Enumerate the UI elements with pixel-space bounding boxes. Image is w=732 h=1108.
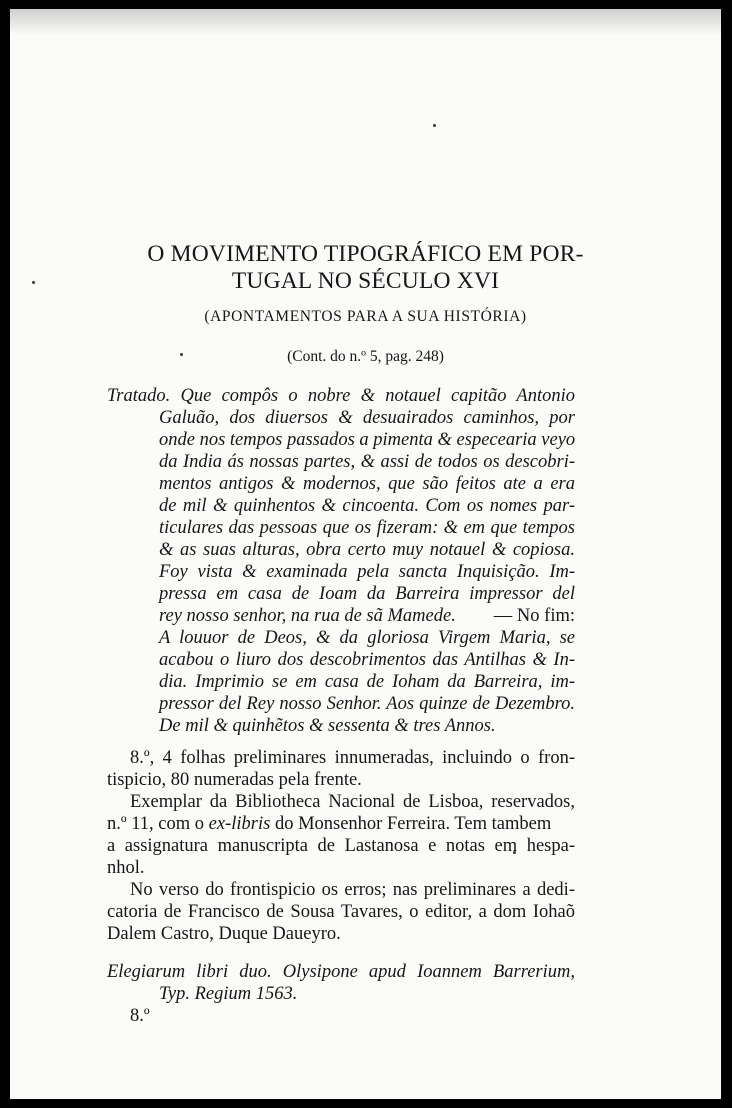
entry1-line: da India ás nossas partes, & assi de todos os descobri-: [159, 452, 575, 472]
note-line: nhol.: [107, 858, 145, 878]
note-line: No verso do frontispicio os erros; nas preliminares a dedi-: [130, 880, 575, 900]
note-text: do Monsenhor Ferreira. Tem tambem: [270, 814, 552, 834]
scan-speck: [433, 124, 436, 127]
entry1-line: dia. Imprimio se em casa de Ioham da Barreira, im-: [159, 672, 575, 692]
note-line-with-exlibris: [107, 813, 575, 835]
scan-shadow: [10, 9, 721, 35]
document-page: [10, 9, 721, 1099]
entry1-line: mentos antigos & modernos, que são feitos ate a era: [159, 474, 575, 494]
entry1-line: de mil & quinhentos & cincoenta. Com os nomes par-: [159, 496, 575, 516]
note-line: a assignatura manuscripta de Lastanosa e notas em hespa-: [107, 836, 575, 856]
entry1-line: Foy vista & examinada pela sancta Inquisição. Im-: [159, 562, 575, 582]
note-line: catoria de Francisco de Sousa Tavares, o editor, a dom Iohaõ: [107, 902, 575, 922]
no-fim-marker: — No fim:: [493, 606, 575, 626]
entry1-line: pressor del Rey nosso Senhor. Aos quinze de Dezembro.: [159, 694, 575, 714]
entry1-line: acabou o liuro dos descobrimentos das Antilhas & In-: [159, 650, 575, 670]
note-line: Dalem Castro, Duque Daueyro.: [107, 924, 341, 944]
entry1-line: Tratado. Que compôs o nobre & notauel capitão Antonio: [107, 386, 575, 406]
entry1-line: ticulares das pessoas que os fizeram: & em que tempos: [159, 518, 575, 538]
entry1-line-with-colophon: [159, 605, 575, 627]
continuation-note: (Cont. do n.º 5, pag. 248): [287, 348, 444, 365]
entry2-format: 8.º: [130, 1006, 150, 1026]
note-text: n.º 11, com o: [107, 814, 209, 834]
note-line: tispicio, 80 numeradas pela frente.: [107, 770, 362, 790]
entry1-line: & as suas alturas, obra certo muy notauel & copiosa.: [159, 540, 575, 560]
note-line: 8.º, 4 folhas preliminares innumeradas, incluindo o fron-: [130, 748, 575, 768]
article-title-line-1: O MOVIMENTO TIPOGRÁFICO EM POR-: [147, 241, 584, 267]
entry1-line: pressa em casa de Ioam da Barreira impressor del: [159, 584, 575, 604]
entry1-line-text: rey nosso senhor, na rua de sã Mamede.: [159, 606, 456, 626]
article-title-line-2: TUGAL NO SÉCULO XVI: [231, 268, 500, 294]
note-line: Exemplar da Bibliotheca Nacional de Lisboa, reservados,: [130, 792, 575, 812]
entry1-line: De mil & quinhẽtos & sessenta & tres Annos.: [159, 716, 496, 736]
entry2-imprint-line: Typ. Regium 1563.: [159, 984, 298, 1004]
entry1-line: Galuão, dos diuersos & desuairados caminhos, por: [159, 408, 575, 428]
entry1-line: onde nos tempos passados a pimenta & especearia veyo: [159, 430, 576, 450]
ex-libris-term: ex-libris: [208, 814, 271, 834]
entry1-line: A louuor de Deos, & da gloriosa Virgem Maria, se: [159, 628, 575, 648]
article-subtitle: (APONTAMENTOS PARA A SUA HISTÓRIA): [204, 308, 527, 325]
entry2-title-line: Elegiarum libri duo. Olysipone apud Ioannem Barrerium,: [107, 962, 575, 982]
